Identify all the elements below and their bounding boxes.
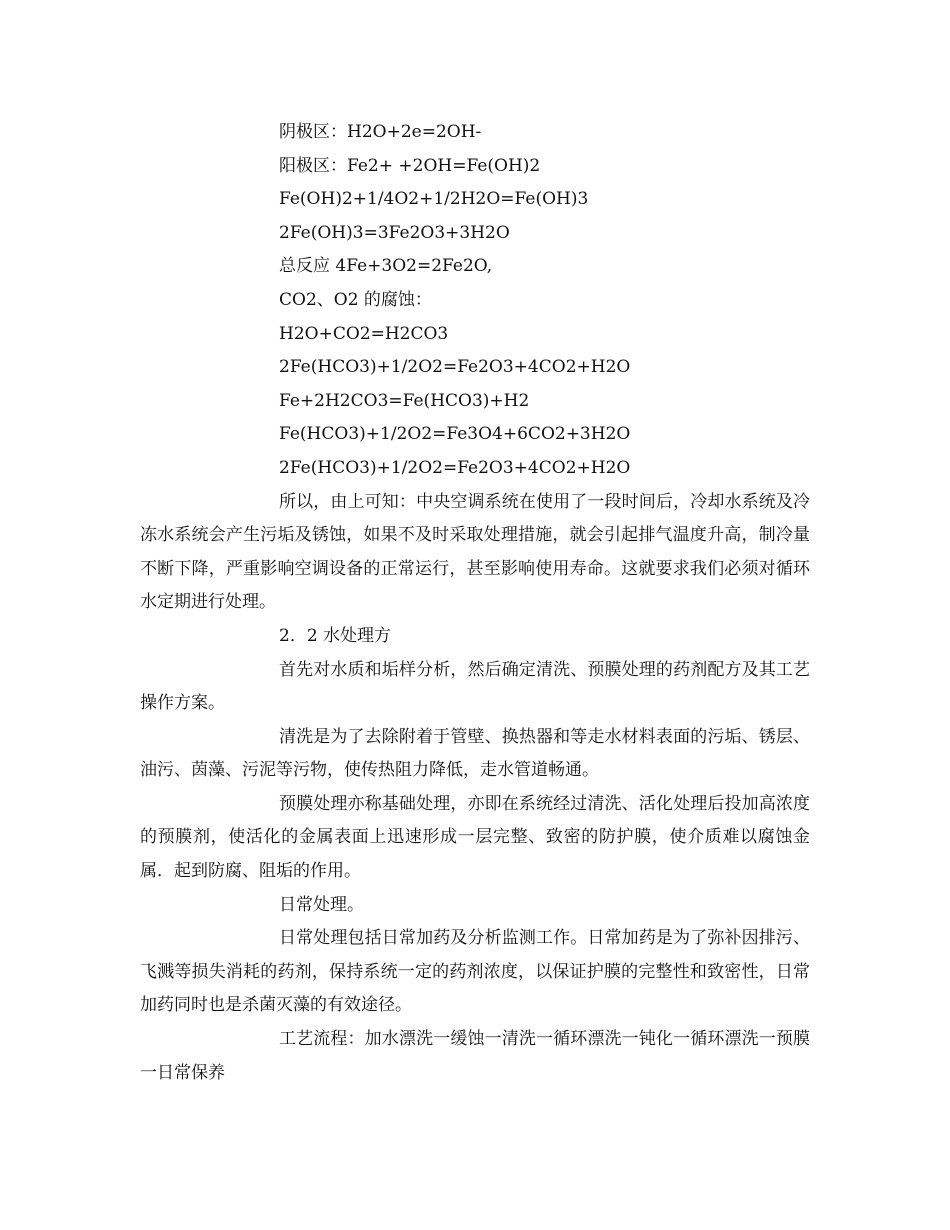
paragraph-prefilm: 预膜处理亦称基础处理，亦即在系统经过清洗、活化处理后投加高浓度的预膜剂，使活化的金属表面上迅速形成一层完整、致密的防护膜，使介质难以腐蚀金属．起到防腐、阻垢的作用。 <box>140 793 810 882</box>
paragraph-daily-treatment: 日常处理包括日常加药及分析监测工作。日常加药是为了弥补因排污、飞溅等损失消耗的药剂，保持系统一定的药剂浓度，以保证护膜的完整性和致密性，日常加药同时也是杀菌灭藻的有效途径。 <box>140 928 810 1016</box>
heading-co2-o2-corrosion: CO2、O2 的腐蚀： <box>279 289 432 310</box>
equation-cathode: 阴极区：H2O+2e=2OH- <box>279 122 482 142</box>
equation-anode: 阳极区：Fe2+ +2OH=Fe(OH)2 <box>279 155 541 176</box>
section-heading-water-treatment: 2．2 水处理方 <box>279 625 392 646</box>
equation-fe-h2co3: Fe+2H2CO3=Fe(HCO3)+H2 <box>279 390 530 411</box>
equation-h2co3: H2O+CO2=H2CO3 <box>279 323 449 344</box>
paragraph-process-flow: 工艺流程：加水漂洗一缓蚀一清洗一循环漂洗一钝化一循环漂洗一预膜一日常保养 <box>140 1029 810 1083</box>
paragraph-cleaning: 清洗是为了去除附着于管壁、换热器和等走水材料表面的污垢、锈层、油污、茵藻、污泥等污物，使传热阻力降低，走水管道畅通。 <box>140 726 810 781</box>
equation-hco3-oxidation-1: 2Fe(HCO3)+1/2O2=Fe2O3+4CO2+H2O <box>279 357 631 378</box>
document-body <box>140 116 810 1090</box>
heading-daily-treatment: 日常处理。 <box>279 894 364 915</box>
equation-total-reaction: 总反应 4Fe+3O2=2Fe2O, <box>279 256 493 277</box>
equation-fe-oh-3: Fe(OH)2+1/4O2+1/2H2O=Fe(OH)3 <box>279 189 589 210</box>
equation-fe3o4: Fe(HCO3)+1/2O2=Fe3O4+6CO2+3H2O <box>279 424 631 445</box>
paragraph-analysis: 首先对水质和垢样分析，然后确定清洗、预膜处理的药剂配方及其工艺操作方案。 <box>140 659 810 714</box>
paragraph-conclusion: 所以，由上可知：中央空调系统在使用了一段时间后，冷却水系统及冷冻水系统会产生污垢及锈蚀，如果不及时采取处理措施，就会引起排气温度升高，制冷量不断下降，严重影响空调设备的正常运行，甚至影响使用寿命。这就要求我们必须对循环水定期进行处理。 <box>140 491 810 613</box>
equation-hco3-oxidation-2: 2Fe(HCO3)+1/2O2=Fe2O3+4CO2+H2O <box>279 457 631 478</box>
equation-fe2o3: 2Fe(OH)3=3Fe2O3+3H2O <box>279 222 510 243</box>
